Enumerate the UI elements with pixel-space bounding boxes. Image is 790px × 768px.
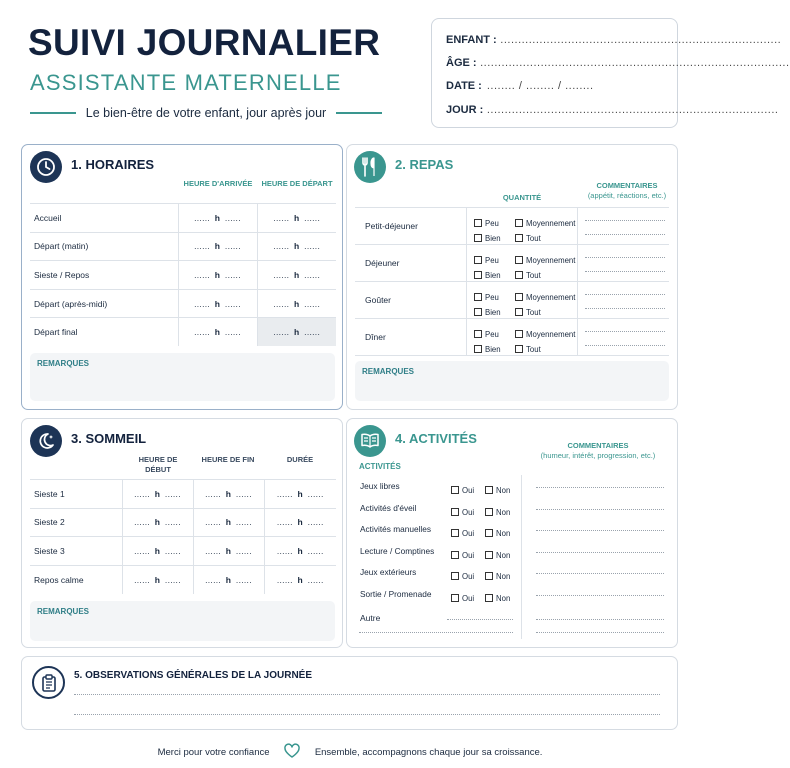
comment-line[interactable] (536, 509, 664, 510)
time-field[interactable]: ...... h ...... (178, 318, 257, 347)
table-row (30, 537, 336, 566)
observation-line[interactable] (74, 694, 660, 695)
comment-line[interactable] (585, 257, 665, 258)
row-label: Sieste 1 (30, 480, 122, 509)
activity-label: Activités d'éveil (360, 502, 417, 513)
checkbox[interactable] (515, 345, 523, 353)
cutlery-icon (354, 151, 386, 183)
comment-line[interactable] (585, 308, 665, 309)
jour-label: JOUR : (446, 104, 484, 116)
checkbox[interactable] (451, 508, 459, 516)
time-field[interactable]: ...... h ...... (178, 204, 257, 233)
checkbox[interactable] (474, 330, 482, 338)
col-arrivee: HEURE D'ARRIVÉE (183, 179, 253, 188)
row-label: Départ final (30, 318, 178, 347)
checkbox[interactable] (485, 594, 493, 602)
horaires-panel (21, 144, 343, 410)
time-field[interactable]: ...... h ...... (264, 508, 336, 537)
list-item: Jeux libres Oui Non (347, 479, 677, 500)
time-field[interactable]: ...... h ...... (264, 480, 336, 509)
comment-line[interactable] (585, 220, 665, 221)
checkbox[interactable] (474, 256, 482, 264)
time-field[interactable]: ...... h ...... (122, 537, 193, 566)
checkbox[interactable] (515, 271, 523, 279)
list-item: Dîner Peu Moyennement Bien Tout (355, 318, 669, 355)
comment-line[interactable] (536, 552, 664, 553)
checkbox[interactable] (515, 219, 523, 227)
activity-label: Jeux extérieurs (360, 567, 417, 577)
sommeil-table (30, 479, 336, 594)
sommeil-title: 3. SOMMEIL (71, 431, 147, 446)
moon-icon (30, 425, 62, 457)
col-debut: HEURE DE DÉBUT (138, 455, 178, 474)
checkbox[interactable] (485, 486, 493, 494)
table-row (30, 261, 336, 290)
enfant-label: ENFANT : (446, 34, 497, 46)
age-label: ÂGE : (446, 57, 477, 69)
meal-label: Dîner (365, 332, 386, 342)
col-commentaires: COMMENTAIRES (567, 441, 629, 450)
time-field[interactable]: ...... h ...... (257, 261, 336, 290)
row-label: Repos calme (30, 565, 122, 594)
date-field[interactable] (446, 80, 663, 92)
time-field[interactable]: ...... h ...... (193, 508, 264, 537)
remarks-label: REMARQUES (37, 359, 90, 368)
row-label: Départ (matin) (30, 232, 178, 261)
activites-sublabel: ACTIVITÉS (359, 462, 401, 471)
checkbox[interactable] (485, 572, 493, 580)
table-row (30, 508, 336, 537)
time-field[interactable]: ...... h ...... (264, 565, 336, 594)
activity-label: Sortie / Promenade (360, 588, 432, 599)
date-label: DATE : (446, 80, 482, 92)
comment-line[interactable] (585, 234, 665, 235)
identity-box (431, 18, 790, 128)
checkbox[interactable] (474, 271, 482, 279)
comment-line[interactable] (585, 345, 665, 346)
footer-left: Merci pour votre confiance (157, 747, 270, 758)
meal-label: Petit-déjeuner (365, 221, 418, 231)
activites-title: 4. ACTIVITÉS (395, 431, 477, 446)
checkbox[interactable] (451, 486, 459, 494)
list-item: Goûter Peu Moyennement Bien Tout (355, 281, 669, 318)
tagline-text: Le bien-être de votre enfant, jour après jour (85, 106, 327, 120)
clock-icon (30, 151, 62, 183)
checkbox[interactable] (474, 219, 482, 227)
meal-label: Déjeuner (365, 258, 400, 268)
list-item: Sortie / Promenade Oui Non (347, 587, 677, 608)
heart-icon (284, 744, 300, 761)
activity-label: Lecture / Comptines (360, 545, 435, 556)
age-field[interactable]: ÂGE : ....................................................................................... (446, 57, 790, 69)
table-row (30, 232, 336, 261)
list-item: Petit-déjeuner Peu Moyennement Bien Tout (355, 207, 669, 244)
autre-line[interactable] (447, 619, 513, 620)
col-commentaires: COMMENTAIRES (596, 181, 658, 190)
checkbox[interactable] (515, 293, 523, 301)
divider (336, 112, 382, 114)
footer-right: Ensemble, accompagnons chaque jour sa croissance. (314, 747, 543, 758)
comment-line[interactable] (536, 530, 664, 531)
tagline (30, 106, 382, 120)
horaires-remarks[interactable] (30, 353, 335, 401)
observations-panel (21, 656, 678, 730)
enfant-field[interactable]: ENFANT : ............................................................................... (446, 34, 782, 46)
checkbox[interactable] (515, 308, 523, 316)
activites-panel (346, 418, 678, 648)
time-field[interactable]: ...... h ...... (193, 480, 264, 509)
checkbox[interactable] (485, 508, 493, 516)
comment-line[interactable] (585, 271, 665, 272)
time-field[interactable]: ...... h ...... (178, 289, 257, 318)
comment-line[interactable] (536, 573, 664, 574)
checkbox[interactable] (515, 234, 523, 242)
row-label: Sieste 3 (30, 537, 122, 566)
col-depart: HEURE DE DÉPART (261, 179, 333, 188)
jour-field[interactable]: JOUR : .................................................................................. (446, 104, 779, 116)
table-row (30, 204, 336, 233)
checkbox[interactable] (451, 551, 459, 559)
observation-line[interactable] (74, 714, 660, 715)
checkbox[interactable] (474, 308, 482, 316)
checkbox[interactable] (515, 256, 523, 264)
checkbox[interactable] (515, 330, 523, 338)
table-row (30, 289, 336, 318)
checkbox[interactable] (474, 345, 482, 353)
time-field[interactable]: ...... h ...... (264, 537, 336, 566)
comment-line[interactable] (585, 294, 665, 295)
autre-label: Autre (360, 613, 381, 623)
date-dots: ........ / ........ / ........ (486, 80, 594, 92)
list-item: Jeux extérieurs Oui Non (347, 565, 677, 586)
col-fin: HEURE DE FIN (201, 455, 255, 464)
row-label: Accueil (30, 204, 178, 233)
time-field[interactable]: ...... h ...... (178, 261, 257, 290)
list-item: Activités manuelles Oui Non (347, 522, 677, 543)
time-field[interactable]: ...... h ...... (122, 508, 193, 537)
comment-line[interactable] (536, 487, 664, 488)
time-field[interactable]: ...... h ...... (257, 289, 336, 318)
page-subtitle: ASSISTANTE MATERNELLE (30, 70, 342, 95)
time-field[interactable]: ...... h ...... (193, 565, 264, 594)
repas-panel (346, 144, 678, 410)
activity-label: Jeux libres (360, 481, 400, 491)
clipboard-icon (32, 666, 65, 699)
autre-line[interactable] (359, 632, 513, 633)
comment-line[interactable] (536, 632, 664, 633)
sommeil-remarks[interactable] (30, 601, 335, 641)
repas-remarks[interactable] (355, 361, 669, 401)
col-commentaires-sub: (appétit, réactions, etc.) (587, 191, 667, 200)
remarks-label: REMARQUES (362, 367, 415, 376)
list-item: Déjeuner Peu Moyennement Bien Tout (355, 244, 669, 281)
sommeil-panel (21, 418, 343, 648)
comment-line[interactable] (536, 619, 664, 620)
observations-title: 5. OBSERVATIONS GÉNÉRALES DE LA JOURNÉE (74, 670, 313, 681)
time-field[interactable]: ...... h ...... (257, 318, 336, 347)
col-commentaires-sub: (humeur, intérêt, progression, etc.) (540, 451, 656, 460)
row-label: Sieste 2 (30, 508, 122, 537)
divider (30, 112, 76, 114)
activity-label: Activités manuelles (360, 524, 432, 534)
checkbox[interactable] (474, 293, 482, 301)
col-quantite: QUANTITÉ (502, 193, 542, 202)
time-field[interactable]: ...... h ...... (193, 537, 264, 566)
comment-line[interactable] (585, 331, 665, 332)
time-field[interactable]: ...... h ...... (178, 232, 257, 261)
page-title: SUIVI JOURNALIER (28, 22, 381, 63)
list-item: Lecture / Comptines Oui Non (347, 544, 677, 565)
row-label: Sieste / Repos (30, 261, 178, 290)
table-row (30, 318, 336, 347)
repas-title: 2. REPAS (395, 157, 454, 172)
horaires-title: 1. HORAIRES (71, 157, 155, 172)
horaires-table (30, 203, 336, 346)
time-field[interactable]: ...... h ...... (122, 480, 193, 509)
checkbox[interactable] (451, 572, 459, 580)
comment-line[interactable] (536, 595, 664, 596)
row-label: Départ (après-midi) (30, 289, 178, 318)
table-row (30, 480, 336, 509)
checkbox[interactable] (485, 529, 493, 537)
col-duree: DURÉE (286, 455, 314, 464)
time-field[interactable]: ...... h ...... (122, 565, 193, 594)
checkbox[interactable] (451, 529, 459, 537)
time-field[interactable]: ...... h ...... (257, 232, 336, 261)
table-row (30, 565, 336, 594)
checkbox[interactable] (451, 594, 459, 602)
list-item: Activités d'éveil Oui Non (347, 501, 677, 522)
checkbox[interactable] (474, 234, 482, 242)
book-icon (354, 425, 386, 457)
time-field[interactable]: ...... h ...... (257, 204, 336, 233)
footer (0, 744, 700, 761)
remarks-label: REMARQUES (37, 607, 90, 616)
checkbox[interactable] (485, 551, 493, 559)
meal-label: Goûter (365, 295, 391, 305)
